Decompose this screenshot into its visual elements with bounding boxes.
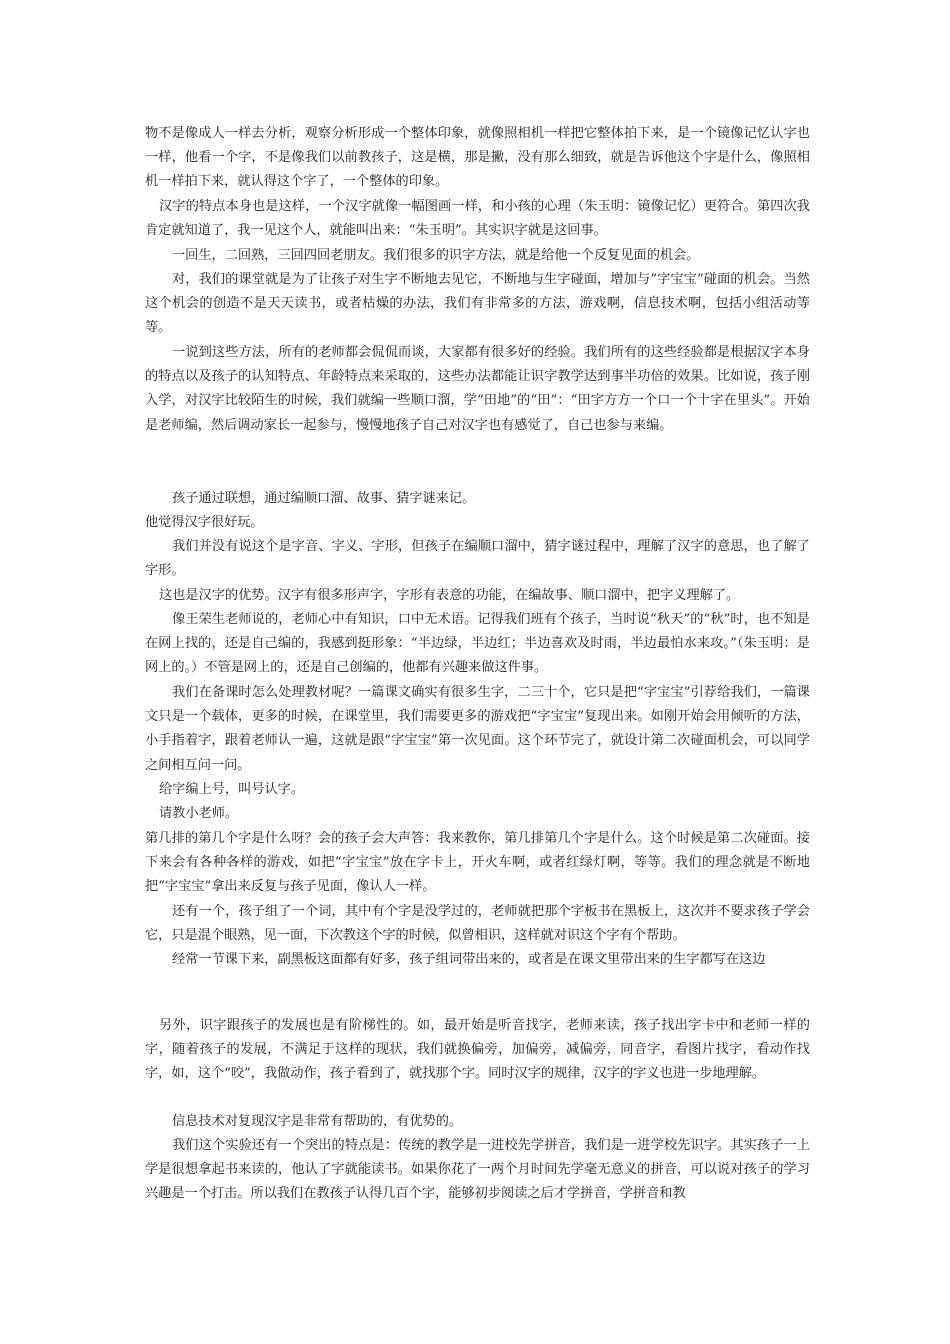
paragraph-15: 还有一个，孩子组了一个词，其中有个字是没学过的，老师就把那个字板书在黑板上，这次并不要求孩子学会它，只是混个眼熟，见一面，下次教这个字的时候，似曾相识，这样就对识这个字有个帮助。 [145,904,810,944]
paragraph-16: 经常一节课下来，副黑板这面都有好多，孩子组词带出来的，或者是在课文里带出来的生字都写在这边 [172,952,766,967]
paragraph-17: 另外，识字跟孩子的发展也是有阶梯性的。如，最开始是听音找字，老师来读，孩子找出字卡中和老师一样的字，随着孩子的发展，不满足于这样的现状，我们就换偏旁，加偏旁，减偏旁，同音字，看图片找字，看动作找字，如，这个“咬”，我做动作，孩子看到了，就找那个字。同时汉字的规律，汉字的字义也进一步地理解。 [145,1018,810,1082]
paragraph-9: 这也是汉字的优势。汉字有很多形声字，字形有表意的功能，在编故事、顺口溜中，把字义理解了。 [159,588,740,603]
paragraph-5: 一说到这些方法，所有的老师都会侃侃而谈，大家都有很多好的经验。我们所有的这些经验都是根据汉字本身的特点以及孩子的认知特点、年龄特点来采取的，这些办法都能让识字教学达到事半功倍的效果。比如说，孩子刚入学，对汉字比较陌生的时候，我们就编一些顺口溜，学“田地”的“田”：“田字方方一个口一个十字在里头”。开始是老师编，然后调动家长一起参与，慢慢地孩子自己对汉字也有感觉了，自己也参与来编。 [145,345,810,433]
paragraph-11: 我们在备课时怎么处理教材呢？一篇课文确实有很多生字，二三十个，它只是把“字宝宝”引荐给我们，一篇课文只是一个载体，更多的时候，在课堂里，我们需要更多的游戏把“字宝宝”复现出来。如刚开始会用倾听的方法，小手指着字，跟着老师认一遍，这就是跟“字宝宝”第一次见面。这个环节完了，就设计第二次碰面机会，可以同学之间相互问一问。 [145,685,810,773]
paragraph-18: 信息技术对复现汉字是非常有帮助的，有优势的。 [172,1114,463,1129]
paragraph-19: 我们这个实验还有一个突出的特点是：传统的教学是一进校先学拼音，我们是一进学校先识字。其实孩子一上学是很想拿起书来读的，他认了字就能读书。如果你花了一两个月时间先学毫无意义的拼音，可以说对孩子的学习兴趣是一个打击。所以我们在教孩子认得几百个字，能够初步阅读之后才学拼音，学拼音和教 [145,1138,810,1202]
paragraph-8: 我们并没有说这个是字音、字义、字形，但孩子在编顺口溜中，猜字谜过程中，理解了汉字的意思，也了解了字形。 [145,539,810,579]
paragraph-14: 第几排的第几个字是什么呀？会的孩子会大声答：我来教你，第几排第几个字是什么。这个时候是第二次碰面。接下来会有各种各样的游戏，如把“字宝宝”放在字卡上，开火车啊，或者红绿灯啊，等等。我们的理念就是不断地把“字宝宝”拿出来反复与孩子见面，像认人一样。 [145,831,810,895]
paragraph-3: 一回生，二回熟，三回四回老朋友。我们很多的识字方法，就是给他一个反复见面的机会。 [172,248,700,263]
paragraph-13: 请教小老师。 [159,806,239,821]
paragraph-10: 像王荣生老师说的，老师心中有知识，口中无术语。记得我们班有个孩子，当时说“秋天”的“秋”时，也不知是在网上找的，还是自己编的，我感到挺形象：“半边绿，半边红；半边喜欢及时雨，半边最怕水来攻。”（朱玉明：是网上的。）不管是网上的，还是自己创编的，他都有兴趣来做这件事。 [145,612,810,676]
paragraph-4: 对，我们的课堂就是为了让孩子对生字不断地去见它，不断地与生字碰面，增加与“字宝宝”碰面的机会。当然这个机会的创造不是天天读书，或者枯燥的办法，我们有非常多的方法，游戏啊，信息技术啊，包括小组活动等等。 [145,272,810,336]
paragraph-7: 他觉得汉字很好玩。 [145,515,264,530]
paragraph-6: 孩子通过联想，通过编顺口溜、故事、猜字谜来记。 [172,491,476,506]
paragraph-2: 汉字的特点本身也是这样，一个汉字就像一幅图画一样，和小孩的心理（朱玉明：镜像记忆）更符合。第四次我肯定就知道了，我一见这个人，就能叫出来：“朱玉明”。其实识字就是这回事。 [145,199,810,239]
paragraph-1: 物不是像成人一样去分析，观察分析形成一个整体印象，就像照相机一样把它整体拍下来，是一个镜像记忆认字也一样，他看一个字，不是像我们以前教孩子，这是横，那是撇，没有那么细致，就是告诉他这个字是什么，像照相机一样拍下来，就认得这个字了，一个整体的印象。 [145,126,810,190]
paragraph-12: 给字编上号，叫号认字。 [159,782,305,797]
